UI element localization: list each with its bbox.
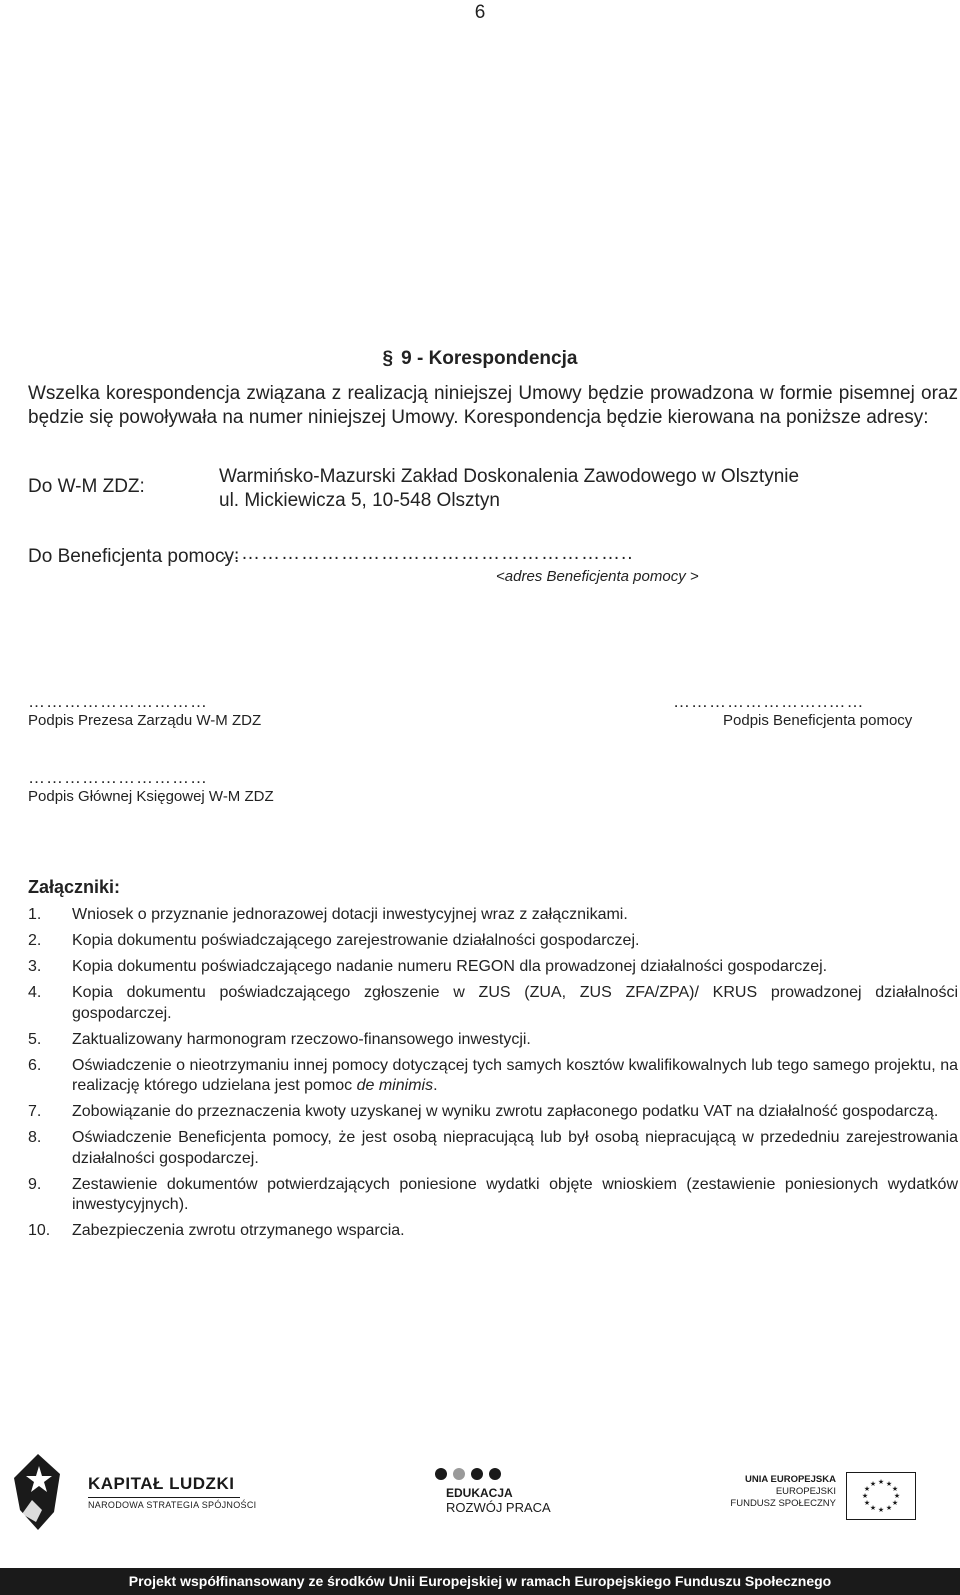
list-item-number: 7. (28, 1103, 42, 1120)
section-heading (0, 348, 960, 370)
president-signature-dots: ………………………… (28, 692, 208, 711)
list-item-text: Oświadczenie o nieotrzymaniu innej pomocy dotyczącej tych samych kosztów kwalifikowalnych lub tego samego projektu, na realizację którego udzielana jest pomoc de minimis. (72, 1056, 958, 1094)
attachments-list (28, 905, 958, 1247)
list-item-text: Wniosek o przyznanie jednorazowej dotacji inwestycyjnej wraz z załącznikami. (72, 906, 628, 923)
eu-line3: FUNDUSZ SPOŁECZNY (730, 1498, 836, 1509)
edukacja-dots-icon (433, 1466, 505, 1482)
footer-funding-bar: Projekt współfinansowany ze środków Unii Europejskiej w ramach Europejskiego Funduszu Społecznego (0, 1568, 960, 1595)
zdz-address-line2: ul. Mickiewicza 5, 10-548 Olsztyn (219, 490, 500, 511)
kapital-ludzki-subtitle: NARODOWA STRATEGIA SPÓJNOŚCI (88, 1500, 257, 1510)
svg-text:★: ★ (877, 1478, 885, 1486)
svg-text:★: ★ (891, 1499, 899, 1507)
list-item (28, 957, 958, 978)
svg-text:★: ★ (863, 1499, 871, 1507)
eu-line1: UNIA EUROPEJSKA (745, 1474, 836, 1485)
section-symbol: § (382, 348, 394, 369)
list-item-text: Zaktualizowany harmonogram rzeczowo-finansowego inwestycji. (72, 1030, 531, 1048)
beneficiary-signature-label: Podpis Beneficjenta pomocy (723, 712, 913, 729)
zdz-address-line1: Warmińsko-Mazurski Zakład Doskonalenia Zawodowego w Olsztynie (219, 466, 800, 487)
svg-text:★: ★ (885, 1480, 893, 1488)
list-item (28, 1056, 958, 1097)
list-item-number: 4. (28, 984, 42, 1001)
beneficiary-address-dots: …………………………………………………….. (221, 543, 634, 564)
president-signature-label: Podpis Prezesa Zarządu W-M ZDZ (28, 712, 262, 729)
list-item-number: 2. (28, 932, 42, 949)
list-item-number: 5. (28, 1030, 42, 1048)
attachments-title: Załączniki: (28, 877, 121, 897)
beneficiary-signature-dots: ……………………..…… (673, 692, 865, 711)
kapital-ludzki-emblem-icon (8, 1452, 68, 1532)
beneficiary-address-hint: <adres Beneficjenta pomocy > (496, 568, 699, 585)
list-item-number: 8. (28, 1129, 42, 1146)
kapital-ludzki-divider (88, 1497, 240, 1498)
list-item (28, 1030, 958, 1051)
section-title: 9 - Korespondencja (401, 348, 578, 369)
zdz-address-label: Do W-M ZDZ: (28, 476, 145, 497)
svg-text:★: ★ (861, 1492, 869, 1500)
list-item (28, 1221, 958, 1242)
list-item-number: 10. (28, 1222, 51, 1239)
list-item (28, 931, 958, 952)
svg-text:★: ★ (869, 1480, 877, 1488)
eu-line2: EUROPEJSKI (775, 1486, 836, 1497)
beneficiary-address-label: Do Beneficjenta pomocy: (28, 546, 240, 567)
list-item-italic: de minimis (356, 1077, 434, 1094)
list-item-text: Zestawienie dokumentów potwierdzających poniesione wydatki objęte wnioskiem (zestawienie poniesionych wydatków inwestycyjnych). (72, 1175, 958, 1213)
accountant-signature-dots: ………………………… (28, 768, 208, 787)
list-item-number: 9. (28, 1175, 42, 1193)
svg-text:★: ★ (869, 1504, 877, 1512)
accountant-signature-label: Podpis Głównej Księgowej W-M ZDZ (28, 788, 274, 805)
list-item-number: 6. (28, 1056, 42, 1074)
edukacja-line1: EDUKACJA (446, 1486, 513, 1500)
kapital-ludzki-title: KAPITAŁ LUDZKI (88, 1474, 235, 1493)
list-item (28, 1175, 958, 1216)
list-item (28, 1102, 958, 1123)
list-item-text: Kopia dokumentu poświadczającego nadanie numeru REGON dla prowadzonej działalności gospodarczej. (72, 958, 828, 975)
svg-text:★: ★ (877, 1506, 885, 1514)
svg-text:★: ★ (863, 1485, 871, 1493)
svg-text:★: ★ (893, 1492, 901, 1500)
svg-text:★: ★ (885, 1504, 893, 1512)
eu-flag-icon (846, 1472, 916, 1520)
list-item-number: 3. (28, 958, 42, 975)
list-item-number: 1. (28, 906, 42, 923)
list-item (28, 1128, 958, 1169)
list-item-text: Kopia dokumentu poświadczającego zarejestrowanie działalności gospodarczej. (72, 932, 640, 949)
list-item-text: Oświadczenie Beneficjenta pomocy, że jest osobą niepracującą lub był osobą niepracującą w przededniu zarejestrowania działalności gospodarczej. (72, 1129, 958, 1167)
list-item-text: Zobowiązanie do przeznaczenia kwoty uzyskanej w wyniku zwrotu zapłaconego podatku VAT na działalność gospodarczą. (72, 1103, 939, 1120)
page-number: 6 (474, 2, 486, 23)
list-item-text: Kopia dokumentu poświadczającego zgłoszenie w ZUS (ZUA, ZUS ZFA/ZPA)/ KRUS prowadzonej działalności gospodarczej. (72, 984, 958, 1022)
list-item (28, 983, 958, 1024)
list-item-text: Zabezpieczenia zwrotu otrzymanego wsparcia. (72, 1222, 405, 1239)
edukacja-line2: ROZWÓJ PRACA (446, 1500, 551, 1515)
list-item (28, 905, 958, 926)
svg-text:★: ★ (891, 1485, 899, 1493)
intro-paragraph: Wszelka korespondencja związana z realizacją niniejszej Umowy będzie prowadzona w formie pisemnej oraz będzie się powoływała na numer niniejszej Umowy. Korespondencja będzie kierowana na poniższe adresy: (28, 383, 958, 428)
